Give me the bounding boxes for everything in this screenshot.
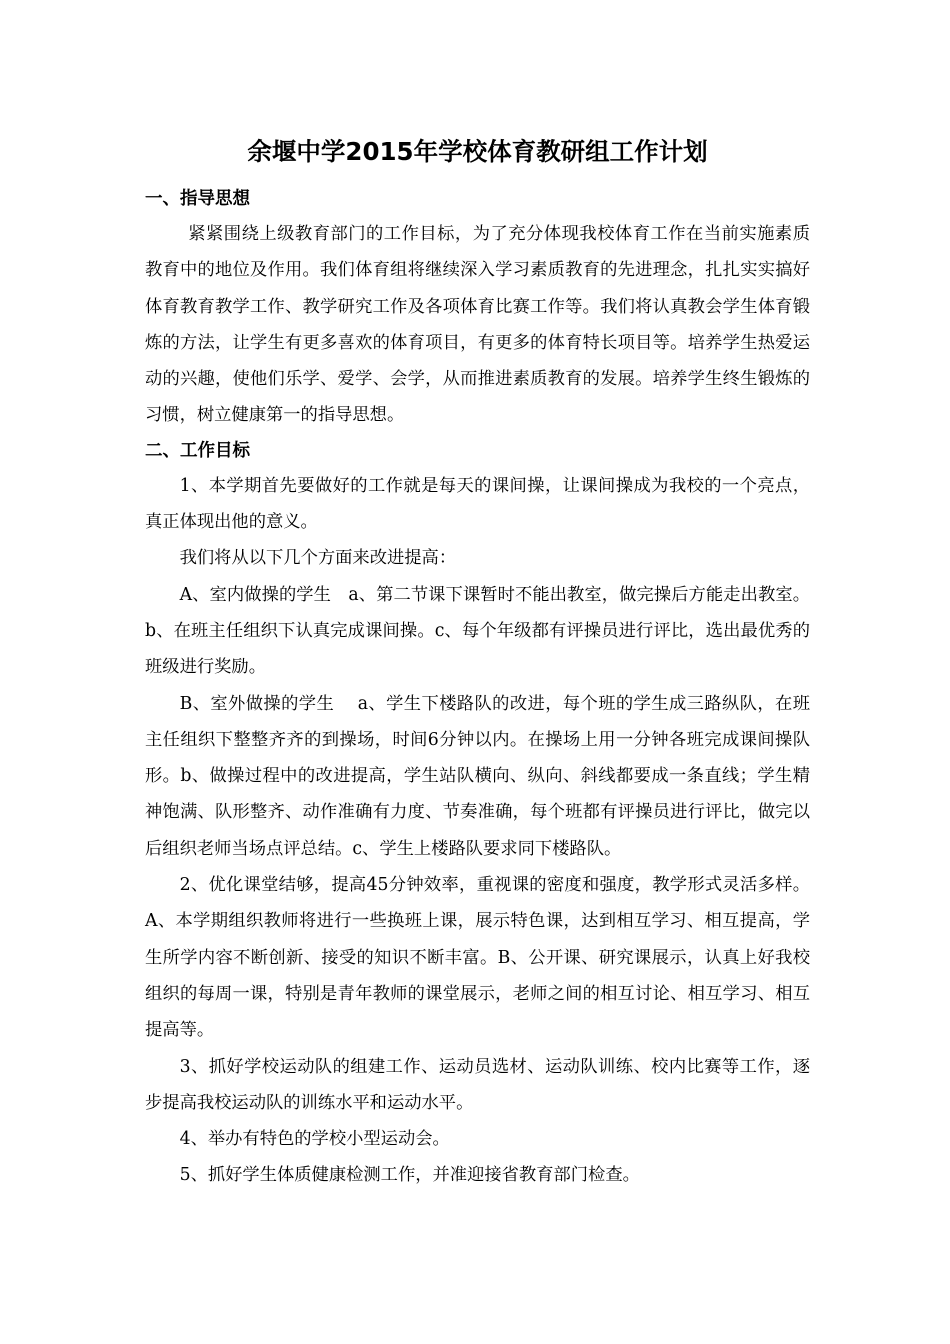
- paragraph-guiding-ideology: 紧紧围绕上级教育部门的工作目标，为了充分体现我校体育工作在当前实施素质教育中的地位及作用。我们体育组将继续深入学习素质教育的先进理念，扎扎实实搞好体育教育教学工作、教学研究工作及各项体育比赛工作等。我们将认真教会学生体育锻炼的方法，让学生有更多喜欢的体育项目，有更多的体育特长项目等。培养学生热爱运动的兴趣，使他们乐学、爱学、会学，从而推进素质教育的发展。培养学生终生锻炼的习惯，树立健康第一的指导思想。: [145, 224, 810, 426]
- paragraph-goal-4: 4、举办有特色的学校小型运动会。: [179, 1129, 450, 1150]
- paragraph-goal-5: 5、抓好学生体质健康检测工作，并准迎接省教育部门检查。: [179, 1165, 640, 1186]
- document-title: 余堰中学2015年学校体育教研组工作计划: [247, 137, 708, 166]
- paragraph-indoor-exercise: A、室内做操的学生 a、第二节课下课暂时不能出教室，做完操后方能走出教室。b、在班主任组织下认真完成课间操。c、每个年级都有评操员进行评比，选出最优秀的班级进行奖励。: [145, 584, 810, 678]
- paragraph-improvement-intro: 我们将从以下几个方面来改进提高：: [179, 548, 457, 569]
- paragraph-goal-3: 3、抓好学校运动队的组建工作、运动员选材、运动队训练、校内比赛等工作，逐步提高我校运动队的训练水平和运动水平。: [145, 1056, 810, 1113]
- section-heading-work-goals: 二、工作目标: [145, 440, 250, 461]
- paragraph-goal-2: 2、优化课堂结够，提高45分钟效率，重视课的密度和强度，教学形式灵活多样。A、本学期组织教师将进行一些换班上课，展示特色课，达到相互学习、相互提高，学生所学内容不断创新、接受的知识不断丰富。B、公开课、研究课展示，认真上好我校组织的每周一课，特别是青年教师的课堂展示，老师之间的相互讨论、相互学习、相互提高等。: [145, 875, 810, 1041]
- paragraph-goal-1: 1、本学期首先要做好的工作就是每天的课间操，让课间操成为我校的一个亮点，真正体现出他的意义。: [145, 475, 810, 533]
- section-heading-guiding-ideology: 一、指导思想: [145, 189, 250, 209]
- paragraph-outdoor-exercise: B、室外做操的学生 a、学生下楼路队的改进，每个班的学生成三路纵队，在班主任组织下整整齐齐的到操场，时间6分钟以内。在操场上用一分钟各班完成课间操队形。b、做操过程中的改进提高，学生站队横向、纵向、斜线都要成一条直线；学生精神饱满、队形整齐、动作准确有力度、节奏准确，每个班都有评操员进行评比，做完以后组织老师当场点评总结。c、学生上楼路队要求同下楼路队。: [145, 693, 810, 859]
- document-body: [145, 128, 810, 1194]
